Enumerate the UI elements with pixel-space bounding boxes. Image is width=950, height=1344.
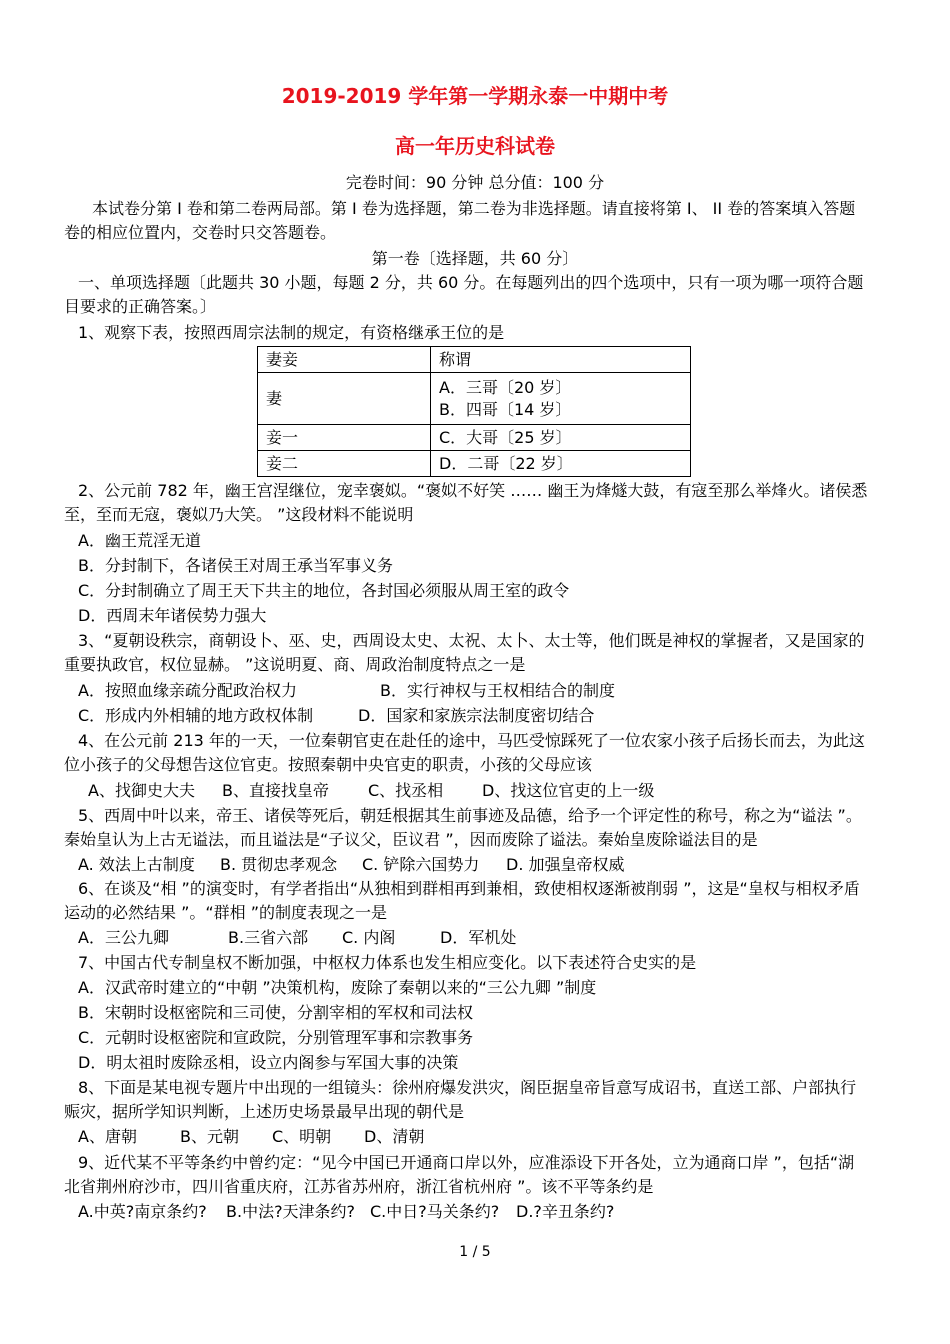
table-cell: 妻 [258,373,431,425]
option-c: C. 铲除六国势力 [362,855,480,874]
question-5-stem: 5、西周中叶以来，帝王、诸侯等死后，朝廷根据其生前事迹及品德，给予一个评定性的称号，称之为“谥法 ”。 [78,806,862,825]
question-4-stem: 4、在公元前 213 年的一天，一位秦朝官吏在赴任的途中，马匹受惊踩死了一位农家小孩子后扬长而去，为此这 [78,731,865,750]
table-cell: 妾二 [258,451,431,477]
option-b: B．宋朝时设枢密院和三司使，分割宰相的军权和司法权 [78,1003,473,1022]
option-b: B．四哥〔14 岁〕 [439,399,572,419]
option-b: B.中法?天津条约? [226,1202,356,1221]
table-header-cell: 妻妾 [258,347,431,373]
option-d: D.?辛丑条约? [516,1202,615,1221]
exam-subtitle: 高一年历史科试卷 [395,134,555,158]
table-header-row [258,347,691,373]
section-title: 第一卷〔选择题，共 60 分〕 [371,249,579,268]
question-8-stem: 8、下面是某电视专题片中出现的一组镜头：徐州府爆发洪灾，阁臣据皇帝旨意写成诏书，直送工部、户部执行 [78,1078,857,1097]
option-a: A. 效法上古制度 [78,855,195,874]
option-a: A、找御史大夫 [88,781,195,800]
option-c: C、明朝 [272,1127,332,1146]
option-a: A.中英?南京条约? [78,1202,207,1221]
question-1-table [257,346,691,477]
exam-title: 2019-2019 学年第一学期永泰一中期中考 [281,84,669,108]
option-d: D、清朝 [364,1127,425,1146]
option-b: B．实行神权与王权相结合的制度 [380,681,615,700]
question-3-stem: 重要执政官，权位显赫。 ”这说明夏、商、周政治制度特点之一是 [64,655,526,674]
section-instructions: 一、单项选择题〔此题共 30 小题，每题 2 分，共 60 分。在每题列出的四个选项中，只有一项为哪一项符合题 [78,273,864,292]
question-5-stem: 秦始皇认为上古无谥法，而且谥法是“子议父，臣议君 ”，因而废除了谥法。秦始皇废除谥法目的是 [64,830,758,849]
question-3-stem: 3、“夏朝设秩宗，商朝设卜、巫、史，西周设太史、太祝、太卜、太士等，他们既是神权的掌握者，又是国家的 [78,631,865,650]
question-9-stem: 9、近代某不平等条约中曾约定：“见今中国已开通商口岸以外，应准添设下开各处，立为通商口岸 ”，包括“湖 [78,1153,855,1172]
option-a: A．汉武帝时建立的“中朝 ”决策机构，废除了秦朝以来的“三公九卿 ”制度 [78,978,597,997]
question-9-stem: 北省荆州府沙市，四川省重庆府，江苏省苏州府，浙江省杭州府 ”。该不平等条约是 [64,1177,654,1196]
option-b: B、元朝 [180,1127,239,1146]
question-1-stem: 1、观察下表，按照西周宗法制的规定，有资格继承王位的是 [78,323,505,342]
option-d: D．国家和家族宗法制度密切结合 [358,706,595,725]
option-c: C.中日?马关条约? [370,1202,500,1221]
option-c: C．元朝时设枢密院和宣政院，分别管理军事和宗教事务 [78,1028,474,1047]
section-instructions: 目要求的正确答案。〕 [64,297,217,316]
table-cell: 妾一 [258,425,431,451]
option-c: C、找丞相 [368,781,444,800]
option-b: B．分封制下，各诸侯王对周王承当军事义务 [78,556,393,575]
option-a: A．三哥〔20 岁〕 [439,377,572,397]
question-7-stem: 7、中国古代专制皇权不断加强，中枢权力体系也发生相应变化。以下表述符合史实的是 [78,953,697,972]
table-cell [431,373,691,425]
intro-line: 本试卷分第 I 卷和第二卷两局部。第 I 卷为选择题，第二卷为非选择题。请直接将第 I、 II 卷的答案填入答题 [92,199,856,218]
question-4-stem: 位小孩子的父母想告这位官吏。按照秦朝中央官吏的职责，小孩的父母应该 [64,755,593,774]
option-d: D. 加强皇帝权威 [506,855,625,874]
exam-info: 完卷时间：90 分钟 总分值：100 分 [345,173,605,192]
option-c: C. 内阁 [342,928,396,947]
table-header-cell: 称谓 [431,347,691,373]
table-row [258,373,691,425]
option-d: D．明太祖时废除丞相，设立内阁参与军国大事的决策 [78,1053,459,1072]
question-6-stem: 6、在谈及“相 ”的演变时，有学者指出“从独相到群相再到兼相，致使相权逐渐被削弱 ”，这是“皇权与相权矛盾 [78,879,860,898]
table-row [258,425,691,451]
option-d: D．西周末年诸侯势力强大 [78,606,267,625]
question-2-stem: 至，至而无寇，褒姒乃大笑。 ”这段材料不能说明 [64,505,414,524]
question-6-stem: 运动的必然结果 ”。“群相 ”的制度表现之一是 [64,903,388,922]
option-a: A．三公九卿 [78,928,169,947]
option-a: A、唐朝 [78,1127,137,1146]
option-b: B、直接找皇帝 [222,781,329,800]
option-c: C．形成内外相辅的地方政权体制 [78,706,314,725]
option-b: B. 贯彻忠孝观念 [220,855,338,874]
option-d: D、找这位官吏的上一级 [482,781,655,800]
page-number: 1 / 5 [459,1244,491,1260]
option-c: C．大哥〔25 岁〕 [431,425,691,451]
intro-line: 卷的相应位置内，交卷时只交答题卷。 [64,223,337,242]
question-8-stem: 赈灾，据所学知识判断，上述历史场景最早出现的朝代是 [64,1102,465,1121]
table-row [258,451,691,477]
option-d: D．军机处 [440,928,517,947]
option-d: D．二哥〔22 岁〕 [431,451,691,477]
question-2-stem: 2、公元前 782 年，幽王宫涅继位，宠幸褒姒。“褒姒不好笑 …… 幽王为烽燧大鼓，有寇至那么举烽火。诸侯悉 [78,481,868,500]
option-c: C．分封制确立了周王天下共主的地位，各封国必须服从周王室的政令 [78,581,570,600]
option-b: B.三省六部 [228,928,309,947]
option-a: A．按照血缘亲疏分配政治权力 [78,681,297,700]
option-a: A．幽王荒淫无道 [78,531,201,550]
